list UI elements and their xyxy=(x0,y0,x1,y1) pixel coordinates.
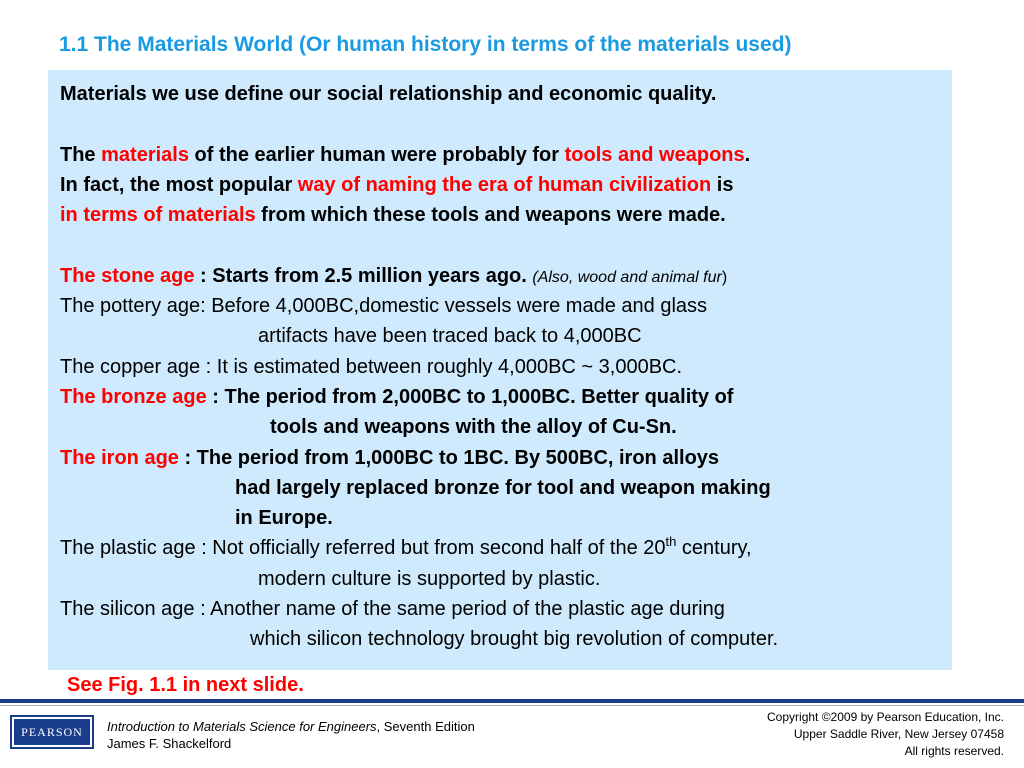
copper-age-line: The copper age : It is estimated between roughly 4,000BC ~ 3,000BC. xyxy=(60,355,683,378)
era-desc: : The period from 1,000BC to 1BC. By 500BC, iron alloys xyxy=(178,446,720,469)
book-title: Introduction to Materials Science for Engineers xyxy=(107,719,377,734)
era-name: The stone age xyxy=(60,264,195,287)
pearson-logo-text: PEARSON xyxy=(14,719,90,745)
era-desc: : The period from 2,000BC to 1,000BC. Better quality of xyxy=(206,385,734,408)
text-run: . xyxy=(744,143,751,166)
para-line-2 xyxy=(60,170,952,200)
highlight-text: materials xyxy=(101,143,189,166)
era-name: The iron age xyxy=(60,446,179,469)
text-run: In fact, the most popular xyxy=(60,173,298,196)
silicon-age-line-2: which silicon technology brought big revolution of computer. xyxy=(250,628,779,651)
iron-age-line-3: in Europe. xyxy=(235,507,333,530)
pearson-logo xyxy=(10,715,94,749)
plastic-age-line-1 xyxy=(60,533,952,563)
footer-divider xyxy=(0,699,1024,703)
bronze-age-line-2: tools and weapons with the alloy of Cu-Sn. xyxy=(270,416,677,439)
book-info xyxy=(107,718,475,752)
intro-line: Materials we use define our social relationship and economic quality. xyxy=(60,83,717,105)
highlight-text: way of naming the era of human civilization xyxy=(297,173,712,196)
highlight-text: tools and weapons xyxy=(564,143,745,166)
blank-line xyxy=(60,109,952,139)
blank-line xyxy=(60,230,952,260)
plastic-age-line-2: modern culture is supported by plastic. xyxy=(258,567,601,590)
era-name: The bronze age xyxy=(60,385,207,408)
book-title-line xyxy=(107,718,475,735)
silicon-age-line-1: The silicon age : Another name of the same period of the plastic age during xyxy=(60,598,725,621)
text-run: The xyxy=(60,143,102,166)
text-run: century, xyxy=(676,537,752,560)
para-line-3 xyxy=(60,200,952,230)
see-fig-note: See Fig. 1.1 in next slide. xyxy=(67,674,304,696)
slide-title: 1.1 The Materials World (Or human history in terms of the materials used) xyxy=(59,33,792,56)
text-run: is xyxy=(711,173,734,196)
copyright-notice xyxy=(767,709,1004,760)
era-desc: : Starts from 2.5 million years ago. xyxy=(194,264,533,287)
superscript: th xyxy=(665,533,677,549)
pottery-age-line-2: artifacts have been traced back to 4,000BC xyxy=(258,325,642,348)
book-author: James F. Shackelford xyxy=(107,736,232,751)
content-box xyxy=(48,70,952,670)
text-run: from which these tools and weapons were made. xyxy=(255,204,726,227)
highlight-text: in terms of materials xyxy=(60,204,256,227)
copyright-line-2: Upper Saddle River, New Jersey 07458 xyxy=(793,727,1004,741)
bronze-age-line-1 xyxy=(60,382,952,412)
stone-age-line xyxy=(60,261,952,291)
era-note: (Also, wood and animal fur xyxy=(532,268,722,286)
pottery-age-line-1: The pottery age: Before 4,000BC,domestic vessels were made and glass xyxy=(60,295,708,318)
copyright-line-3: All rights reserved. xyxy=(904,744,1004,758)
footer-divider-thin xyxy=(0,705,1024,706)
text-run: The plastic age : Not officially referred but from second half of the 20 xyxy=(60,537,666,560)
copyright-line-1: Copyright ©2009 by Pearson Education, Inc. xyxy=(767,710,1004,724)
text-run: of the earlier human were probably for xyxy=(188,143,565,166)
book-edition: , Seventh Edition xyxy=(376,719,475,734)
iron-age-line-1 xyxy=(60,443,952,473)
iron-age-line-2: had largely replaced bronze for tool and weapon making xyxy=(235,476,771,499)
era-note-end: ) xyxy=(721,268,728,286)
para-line-1 xyxy=(60,140,952,170)
